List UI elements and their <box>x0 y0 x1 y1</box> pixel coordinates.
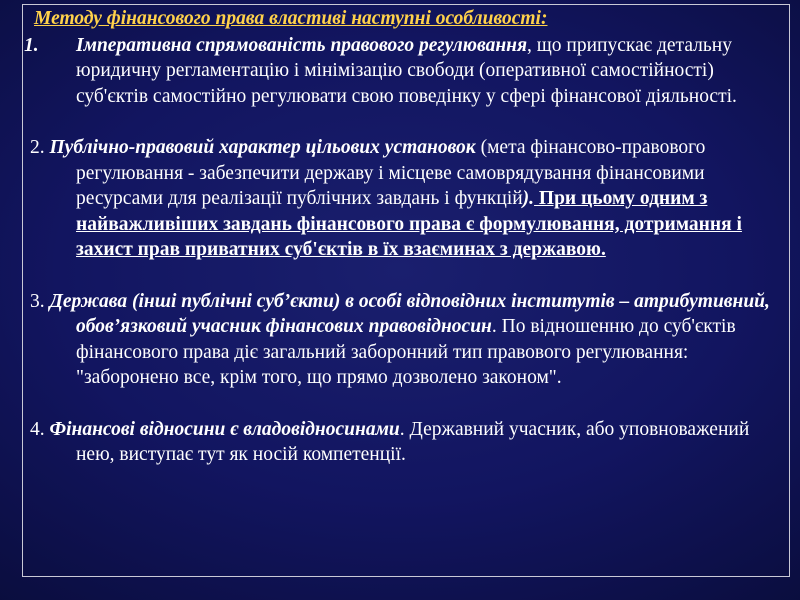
item-emphasis: Держава (інші публічні суб’єкти) в особі відповідних інститутів – атрибутивний, обов’язковий учасник фінансових правовідносин <box>44 290 770 338</box>
item-text: . Державний учасник, або уповноважений нею, виступає тут як носій компетенції. <box>76 418 750 466</box>
item-paren-close: ). <box>522 188 535 210</box>
list-item-2 <box>28 135 788 263</box>
item-number: 3. <box>30 290 45 312</box>
slide-heading <box>34 6 788 32</box>
item-number: 2. <box>30 136 45 158</box>
spacer <box>28 391 788 417</box>
heading-colon: : <box>540 8 548 29</box>
item-text: , що припускає детальну юридичну регламентацію і мінімізацію свободи (оперативної самостійності) суб'єктів самостійно регулювати свою поведінку у сфері фінансової діяльності. <box>76 34 737 107</box>
item-text: . По відношенню до суб'єктів фінансового права діє загальний заборонний тип правового регулювання: "заборонено все, крім того, що прямо дозволено законом". <box>76 316 736 389</box>
list-item-4 <box>28 417 788 468</box>
spacer <box>28 263 788 289</box>
item-number: 1. <box>24 34 39 56</box>
list-item-1 <box>24 33 788 110</box>
item-text: мета фінансово-правового регулювання - забезпечити державу і місцеве самоврядування фінансовими ресурсами для реалізації публічних завдань і функцій <box>76 136 706 210</box>
item-emphasis: Імперативна спрямованість правового регулювання <box>76 34 528 56</box>
item-paren-open: ( <box>475 136 488 158</box>
item-number: 4. <box>30 418 45 440</box>
item-emphasis: Фінансові відносини є владовідносинами <box>44 418 400 440</box>
item-underlined-text: При цьому одним з найважливіших завдань фінансового права є формулювання, дотримання і захист прав приватних суб'єктів в їх взаєминах з державою. <box>76 188 742 261</box>
slide-content <box>24 6 788 468</box>
list-item-3 <box>28 289 788 391</box>
spacer <box>28 109 788 135</box>
heading-text: Методу фінансового права властиві наступні особливості <box>34 8 541 29</box>
item-emphasis: Публічно-правовий характер цільових установок <box>44 136 476 158</box>
